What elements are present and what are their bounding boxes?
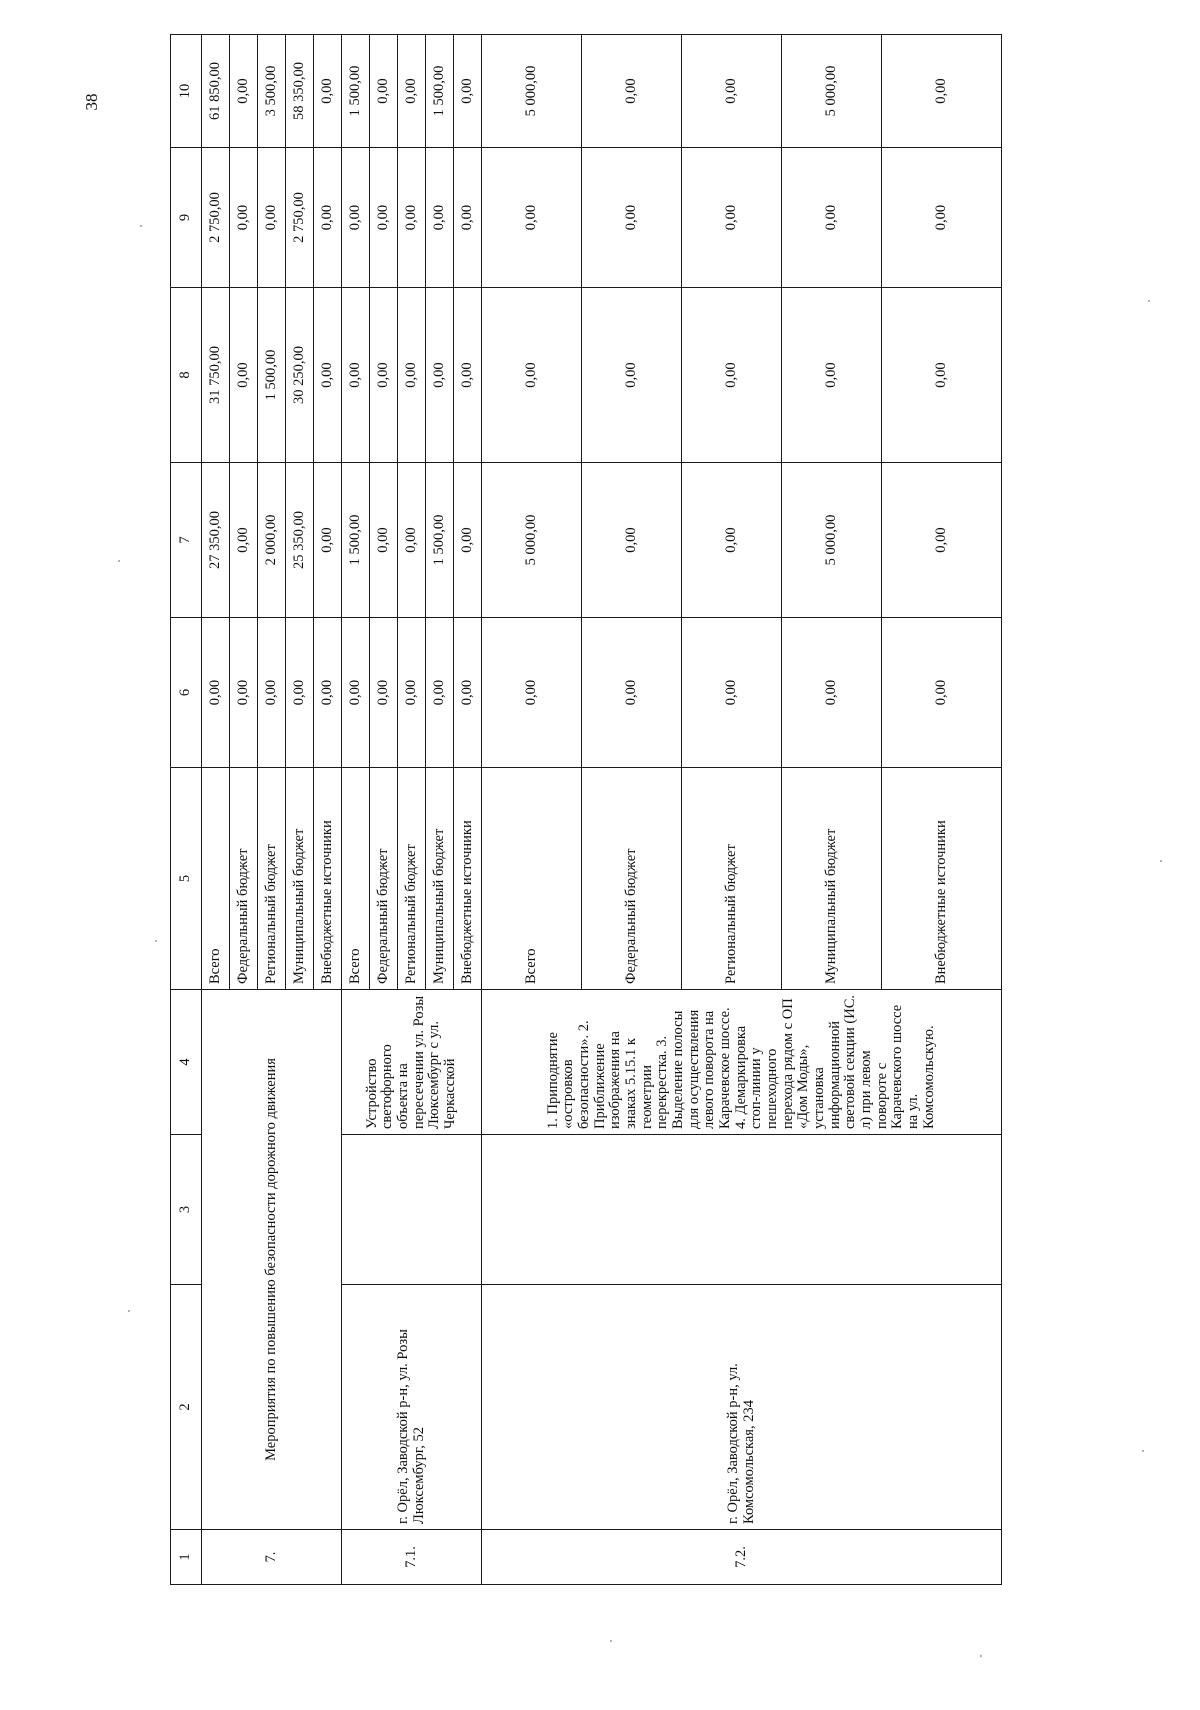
amount-cell: 0,00 [682,618,782,768]
amount-cell: 0,00 [582,618,682,768]
amount-cell: 0,00 [882,288,1002,463]
amount-cell: 0,00 [582,35,682,148]
column-number: 5 [171,768,202,990]
funding-source: Региональный бюджет [398,768,426,990]
funding-source: Региональный бюджет [258,768,286,990]
table-row [342,35,370,1585]
amount-cell: 0,00 [398,148,426,288]
amount-cell: 0,00 [582,463,682,618]
amount-cell: 0,00 [398,618,426,768]
amount-cell: 0,00 [258,618,286,768]
amount-cell: 0,00 [454,618,482,768]
amount-cell: 0,00 [398,288,426,463]
amount-cell: 0,00 [782,288,882,463]
amount-cell: 0,00 [314,148,342,288]
scan-speck [118,560,120,562]
amount-cell: 0,00 [482,618,582,768]
amount-cell: 0,00 [398,463,426,618]
amount-cell: 61 850,00 [202,35,230,148]
amount-cell: 2 750,00 [286,148,314,288]
column-number: 10 [171,35,202,148]
scan-speck [128,1310,130,1312]
amount-cell: 0,00 [342,148,370,288]
amount-cell: 1 500,00 [342,463,370,618]
amount-cell: 0,00 [482,148,582,288]
column-number: 6 [171,618,202,768]
amount-cell: 0,00 [230,35,258,148]
empty-cell [342,1135,482,1285]
amount-cell: 0,00 [342,288,370,463]
amount-cell: 1 500,00 [426,463,454,618]
amount-cell: 0,00 [454,35,482,148]
amount-cell: 0,00 [370,148,398,288]
amount-cell: 0,00 [582,148,682,288]
amount-cell: 0,00 [682,463,782,618]
amount-cell: 0,00 [682,35,782,148]
item-number: 7.2. [482,1530,1002,1585]
funding-source: Внебюджетные источники [882,768,1002,990]
scan-speck [1142,1450,1144,1452]
item-address: г. Орёл, Заводской р-н, ул. Комсомольская, 234 [482,1285,1002,1530]
amount-cell: 0,00 [202,618,230,768]
amount-cell: 0,00 [230,148,258,288]
funding-source: Федеральный бюджет [370,768,398,990]
item-number: 7.1. [342,1530,482,1585]
amount-cell: 0,00 [314,35,342,148]
amount-cell: 0,00 [230,288,258,463]
amount-cell: 0,00 [370,288,398,463]
funding-source: Федеральный бюджет [230,768,258,990]
amount-cell: 0,00 [482,288,582,463]
funding-source: Всего [482,768,582,990]
amount-cell: 0,00 [782,148,882,288]
amount-cell: 1 500,00 [426,35,454,148]
amount-cell: 0,00 [454,148,482,288]
amount-cell: 5 000,00 [482,35,582,148]
amount-cell: 0,00 [882,35,1002,148]
funding-source: Муниципальный бюджет [286,768,314,990]
funding-source: Муниципальный бюджет [426,768,454,990]
amount-cell: 30 250,00 [286,288,314,463]
amount-cell: 0,00 [682,288,782,463]
amount-cell: 0,00 [398,35,426,148]
amount-cell: 0,00 [286,618,314,768]
amount-cell: 31 750,00 [202,288,230,463]
table-row [482,35,582,1585]
funding-source: Внебюджетные источники [454,768,482,990]
column-number: 4 [171,990,202,1135]
amount-cell: 0,00 [314,288,342,463]
amount-cell: 0,00 [426,288,454,463]
item-address: г. Орёл, Заводской р-н, ул. Розы Люксембург, 52 [342,1285,482,1530]
amount-cell: 0,00 [230,463,258,618]
section-number: 7. [202,1530,342,1585]
scan-speck [140,225,142,227]
item-description: 1. Приподнятие «островков безопасности». 2. Приближение изображения на знаках 5.15.1 к геометрии перекрестка. 3. Выделение полосы для осуществления левого поворота на Карачевское шоссе. 4. Демаркировка стоп-линии у пешеходного перехода рядом с ОП «Дом Моды», установка информационной световой секции (ИС. л) при левом повороте с Карачевского шоссе на ул. Комсомольскую. [482,990,1002,1135]
funding-source: Всего [202,768,230,990]
amount-cell: 5 000,00 [482,463,582,618]
column-number: 9 [171,148,202,288]
scan-speck [980,1655,982,1657]
amount-cell: 0,00 [370,618,398,768]
column-number-row [171,35,202,1585]
column-number: 2 [171,1285,202,1530]
scan-speck [1160,860,1162,862]
table-row [202,35,230,1585]
column-number: 7 [171,463,202,618]
amount-cell: 1 500,00 [258,288,286,463]
column-number: 1 [171,1530,202,1585]
amount-cell: 0,00 [782,618,882,768]
scan-speck [610,1640,612,1642]
amount-cell: 58 350,00 [286,35,314,148]
column-number: 8 [171,288,202,463]
page-number: 38 [82,93,101,111]
column-number: 3 [171,1135,202,1285]
amount-cell: 0,00 [454,463,482,618]
amount-cell: 0,00 [314,463,342,618]
amount-cell: 25 350,00 [286,463,314,618]
amount-cell: 0,00 [882,618,1002,768]
amount-cell: 0,00 [258,148,286,288]
amount-cell: 0,00 [426,148,454,288]
amount-cell: 2 750,00 [202,148,230,288]
amount-cell: 0,00 [230,618,258,768]
amount-cell: 0,00 [882,148,1002,288]
amount-cell: 2 000,00 [258,463,286,618]
amount-cell: 0,00 [882,463,1002,618]
amount-cell: 5 000,00 [782,463,882,618]
amount-cell: 0,00 [454,288,482,463]
budget-table [170,34,1002,1585]
funding-source: Всего [342,768,370,990]
amount-cell: 0,00 [426,618,454,768]
amount-cell: 0,00 [342,618,370,768]
funding-source: Внебюджетные источники [314,768,342,990]
funding-source: Муниципальный бюджет [782,768,882,990]
funding-source: Региональный бюджет [682,768,782,990]
amount-cell: 0,00 [370,463,398,618]
item-description: Устройство светофорного объекта на пересечении ул. Розы Люксембург с ул. Черкасской [342,990,482,1135]
empty-cell [482,1135,1002,1285]
scan-speck [155,940,157,942]
rotated-table-area [170,35,1130,1585]
amount-cell: 1 500,00 [342,35,370,148]
amount-cell: 0,00 [314,618,342,768]
scan-speck [1148,300,1150,302]
amount-cell: 3 500,00 [258,35,286,148]
amount-cell: 0,00 [582,288,682,463]
funding-source: Федеральный бюджет [582,768,682,990]
section-title: Мероприятия по повышению безопасности дорожного движения [202,990,342,1530]
amount-cell: 27 350,00 [202,463,230,618]
amount-cell: 0,00 [370,35,398,148]
amount-cell: 5 000,00 [782,35,882,148]
amount-cell: 0,00 [682,148,782,288]
